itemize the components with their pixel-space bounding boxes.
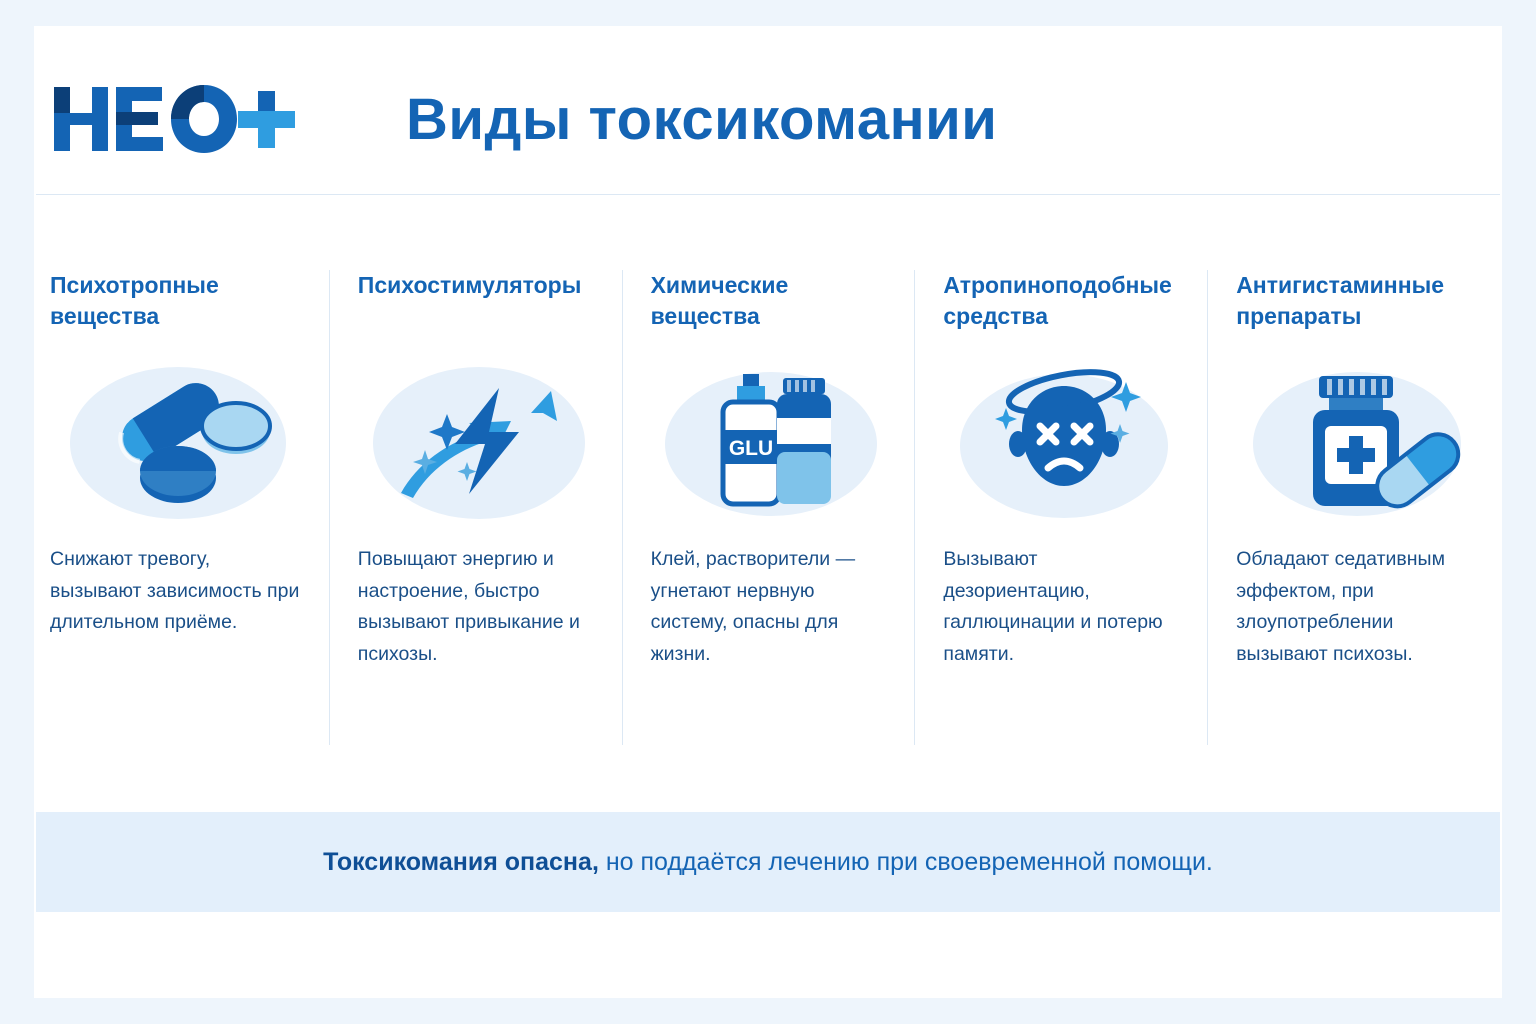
page-edge-top xyxy=(0,0,1536,26)
category-description: Повыщают энергию и настроение, быстро вызывают привыкание и психозы. xyxy=(357,548,580,665)
category-columns xyxy=(36,270,1500,745)
dizzy-head-icon xyxy=(943,348,1185,538)
banner-rest-text: но поддаётся лечению при своевременной помощи. xyxy=(598,847,1213,876)
category-column-chemicals xyxy=(622,270,915,745)
page-title: Виды токсикомании xyxy=(406,86,998,152)
category-title: Антигистаминные препараты xyxy=(1236,272,1445,330)
category-description: Вызывают дезориентацию, галлюцинации и потерю памяти. xyxy=(943,548,1163,665)
category-description: Обладают седативным эффектом, при злоупотреблении вызывают психозы. xyxy=(1236,548,1445,665)
neo-plus-logo xyxy=(46,79,296,159)
banner-bold-text: Токсикомания опасна, xyxy=(323,847,599,876)
category-column-atropine xyxy=(914,270,1207,745)
category-column-stimulants xyxy=(329,270,622,745)
category-title: Психотропные вещества xyxy=(50,272,219,330)
category-title: Психостимуляторы xyxy=(357,272,582,298)
header xyxy=(34,44,1502,194)
page-edge-bottom xyxy=(0,998,1536,1024)
category-title: Химические вещества xyxy=(650,272,789,330)
category-column-psychotropic xyxy=(36,270,329,745)
medicine-bottle-capsule-icon xyxy=(1236,348,1478,538)
svg-text:GLU: GLU xyxy=(729,436,774,460)
banner-text xyxy=(323,848,1213,877)
page-edge-right xyxy=(1502,0,1536,1024)
category-column-antihistamines xyxy=(1207,270,1500,745)
page-edge-left xyxy=(0,0,34,1024)
lightning-bolt-arrow-icon xyxy=(358,348,600,538)
category-description: Клей, растворители — угнетают нервную систему, опасны для жизни. xyxy=(650,548,856,665)
category-description: Снижают тревогу, вызывают зависимость при длительном приёме. xyxy=(50,548,300,634)
header-divider xyxy=(36,194,1500,195)
category-title: Атропиноподобные средства xyxy=(943,272,1172,330)
footer-banner xyxy=(36,812,1500,912)
pills-capsule-icon xyxy=(50,348,307,538)
glue-solvent-bottles-icon xyxy=(651,348,893,538)
